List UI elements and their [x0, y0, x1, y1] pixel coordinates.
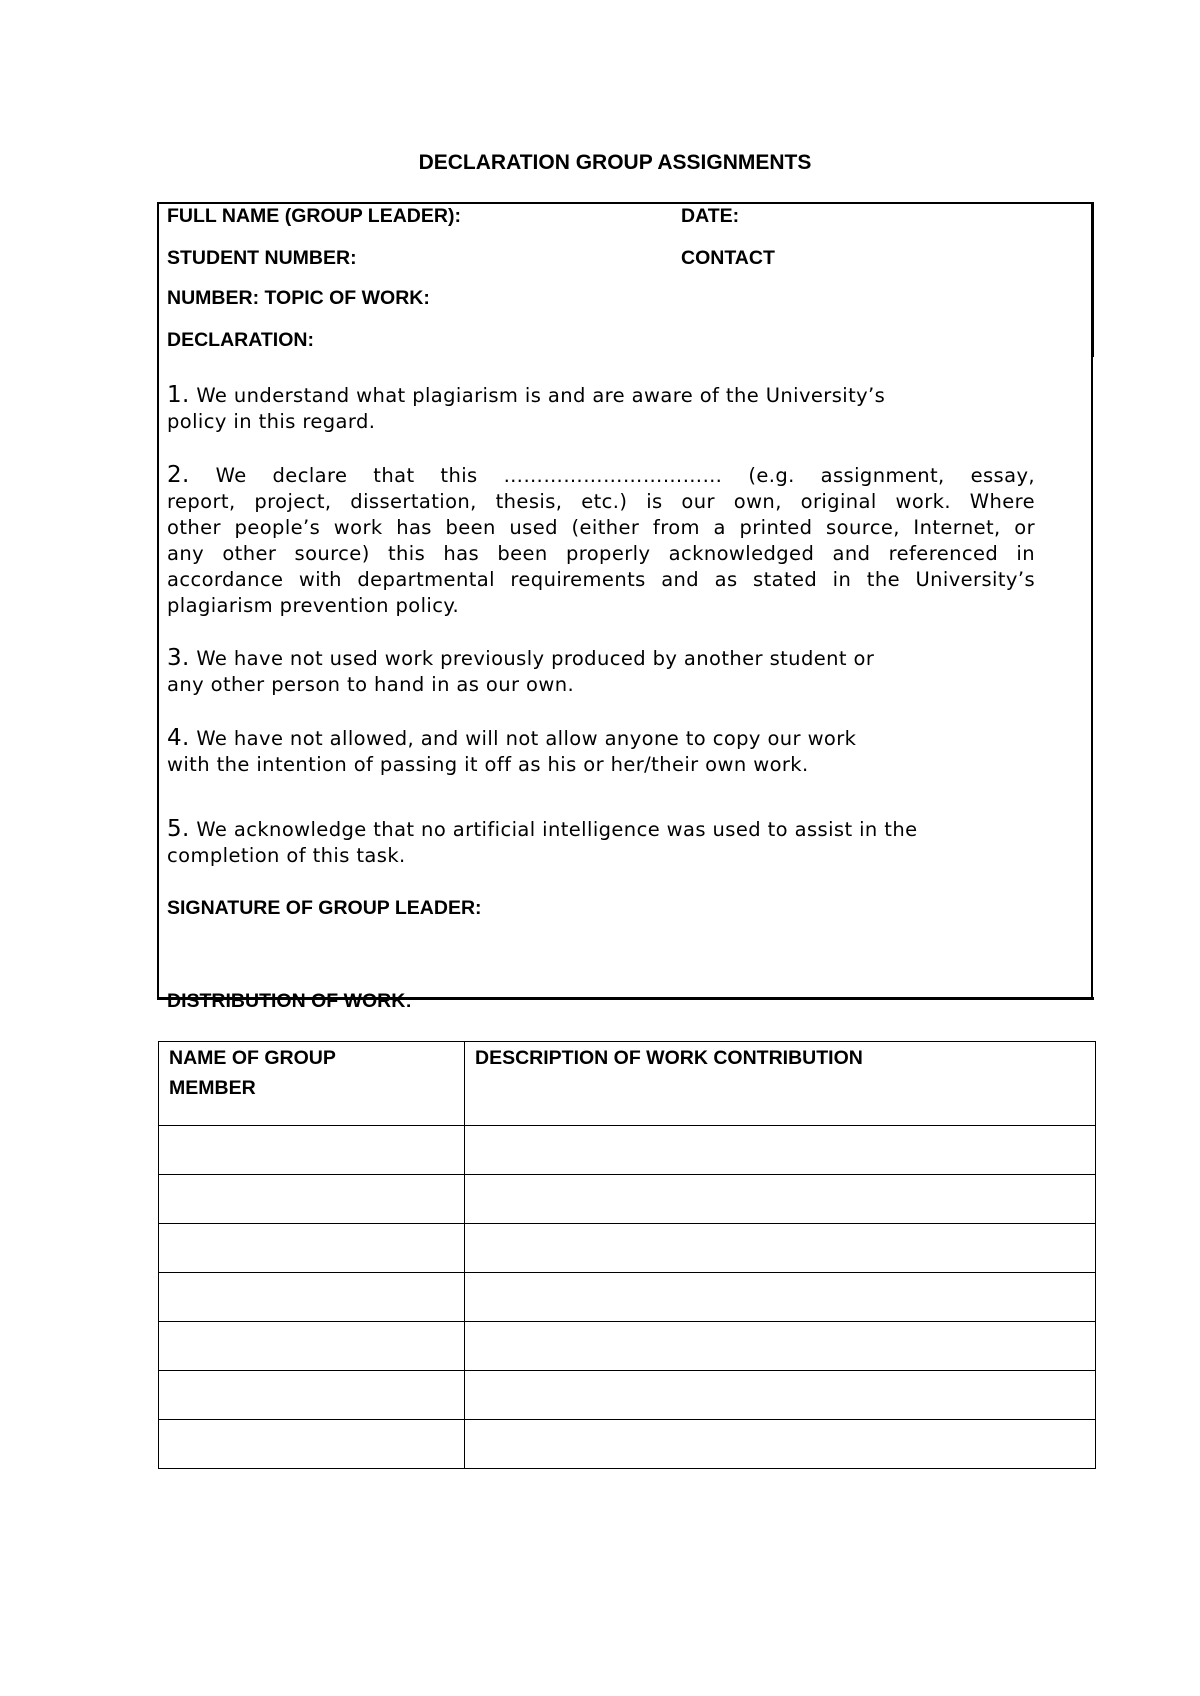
- contact-label: CONTACT: [681, 247, 775, 269]
- description-column-header: [465, 1042, 1096, 1126]
- statement-line: completion of this task.: [167, 844, 406, 867]
- contribution-cell[interactable]: [465, 1420, 1096, 1469]
- table-row: [159, 1273, 1096, 1322]
- document-title: DECLARATION GROUP ASSIGNMENTS: [418, 151, 812, 174]
- statement-4: [167, 725, 1035, 778]
- table-row: [159, 1322, 1096, 1371]
- statement-line: report, project, dissertation, thesis, etc.) is our own, original work. Where: [167, 490, 1035, 513]
- table-row: [159, 1224, 1096, 1273]
- statement-number: 2.: [167, 462, 190, 488]
- member-name-cell[interactable]: [159, 1371, 465, 1420]
- table-row: [159, 1371, 1096, 1420]
- table-header-row: [159, 1042, 1096, 1126]
- statement-number: 5.: [167, 816, 190, 842]
- statement-1: [167, 382, 1035, 435]
- member-name-cell[interactable]: [159, 1420, 465, 1469]
- statement-line: We understand what plagiarism is and are aware of the University’s: [196, 384, 886, 407]
- statement-line: We declare that this …………………………… (e.g. assignment, essay,: [215, 464, 1035, 487]
- statement-3: [167, 645, 1035, 698]
- statement-2: [167, 462, 1035, 619]
- date-label: DATE:: [681, 205, 740, 227]
- statement-line: We have not used work previously produced by another student or: [196, 647, 875, 670]
- table-row: [159, 1175, 1096, 1224]
- statement-line: any other person to hand in as our own.: [167, 673, 575, 696]
- box-shadow-right: [1091, 202, 1094, 357]
- member-name-cell[interactable]: [159, 1126, 465, 1175]
- distribution-label: DISTRIBUTION OF WORK:: [167, 990, 412, 1012]
- statement-number: 3.: [167, 645, 190, 671]
- declaration-label: DECLARATION:: [167, 329, 314, 351]
- contribution-cell[interactable]: [465, 1322, 1096, 1371]
- statement-line: plagiarism prevention policy.: [167, 594, 460, 617]
- topic-of-work-label: NUMBER: TOPIC OF WORK:: [167, 287, 430, 309]
- statement-line: any other source) this has been properly acknowledged and referenced in: [167, 542, 1035, 565]
- statement-number: 1.: [167, 382, 190, 408]
- header-text: NAME OF GROUP: [169, 1047, 336, 1069]
- contribution-cell[interactable]: [465, 1224, 1096, 1273]
- statement-line: with the intention of passing it off as his or her/their own work.: [167, 753, 809, 776]
- statement-line: other people’s work has been used (either from a printed source, Internet, or: [167, 516, 1035, 539]
- table-row: [159, 1126, 1096, 1175]
- member-name-cell[interactable]: [159, 1322, 465, 1371]
- statement-number: 4.: [167, 725, 190, 751]
- header-text: DESCRIPTION OF WORK CONTRIBUTION: [475, 1047, 863, 1069]
- table-row: [159, 1420, 1096, 1469]
- name-column-header: [159, 1042, 465, 1126]
- statement-5: [167, 816, 1035, 869]
- header-text: MEMBER: [169, 1077, 256, 1099]
- full-name-label: FULL NAME (GROUP LEADER):: [167, 205, 461, 227]
- contribution-cell[interactable]: [465, 1175, 1096, 1224]
- statement-line: We acknowledge that no artificial intelligence was used to assist in the: [196, 818, 918, 841]
- contribution-cell[interactable]: [465, 1126, 1096, 1175]
- contribution-cell[interactable]: [465, 1371, 1096, 1420]
- statement-line: We have not allowed, and will not allow anyone to copy our work: [196, 727, 857, 750]
- member-name-cell[interactable]: [159, 1273, 465, 1322]
- contribution-cell[interactable]: [465, 1273, 1096, 1322]
- work-distribution-table: [158, 1041, 1096, 1469]
- statement-line: accordance with departmental requirements and as stated in the University’s: [167, 568, 1035, 591]
- statement-line: policy in this regard.: [167, 410, 376, 433]
- signature-label: SIGNATURE OF GROUP LEADER:: [167, 897, 482, 919]
- member-name-cell[interactable]: [159, 1175, 465, 1224]
- member-name-cell[interactable]: [159, 1224, 465, 1273]
- student-number-label: STUDENT NUMBER:: [167, 247, 357, 269]
